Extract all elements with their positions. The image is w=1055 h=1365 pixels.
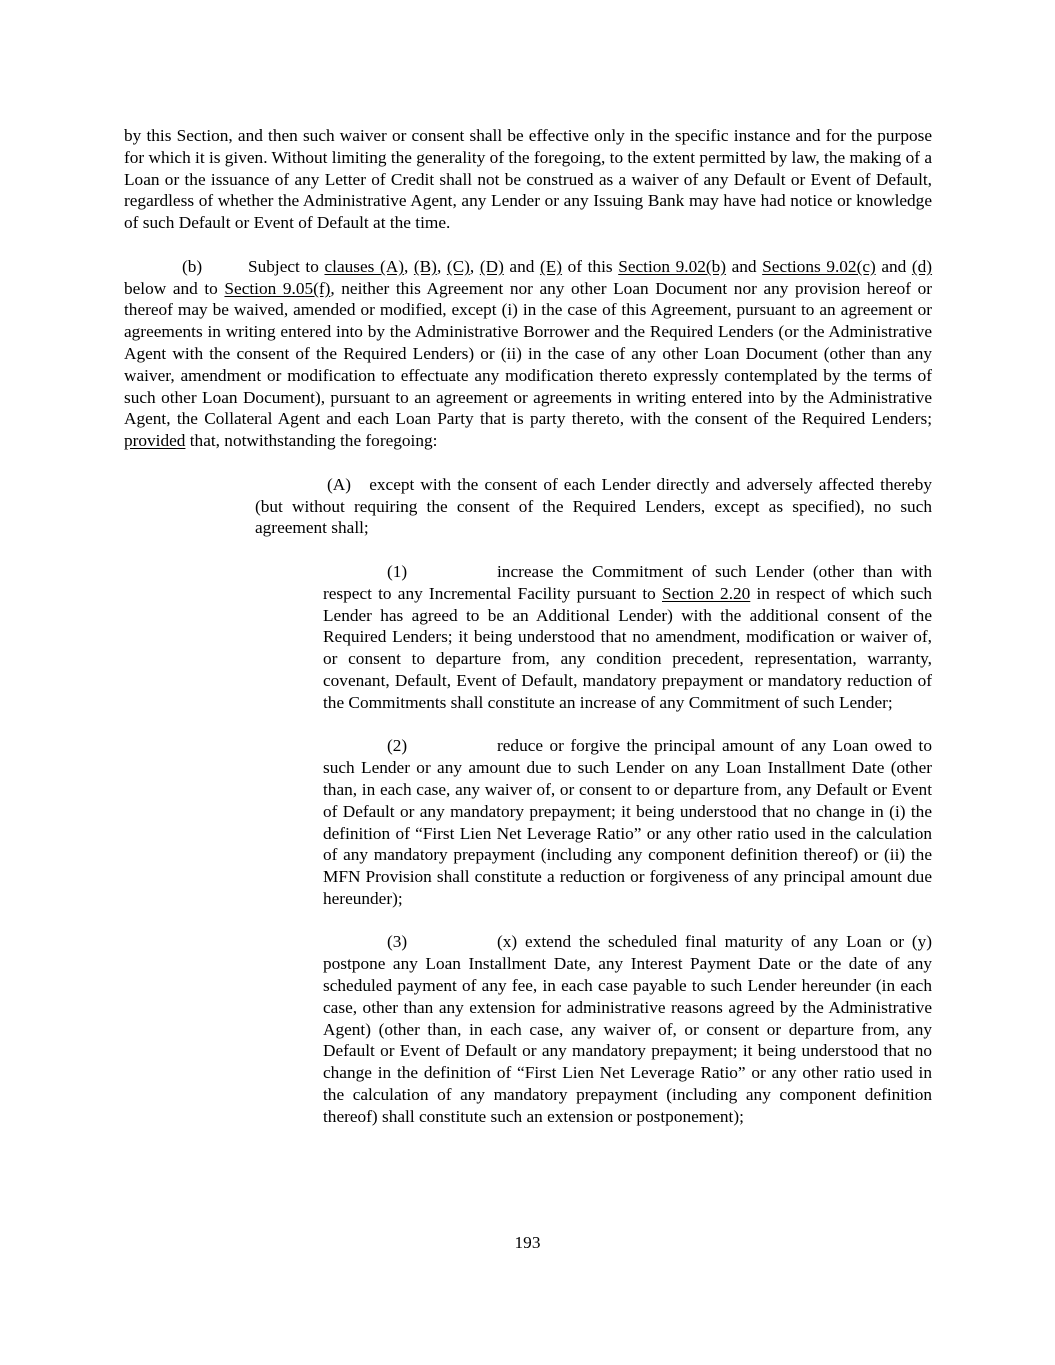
sub-clause-3-number: (3) <box>387 932 408 952</box>
ref-clause-b: (B) <box>413 256 437 276</box>
ref-provided: provided <box>124 431 186 451</box>
document-page <box>124 125 937 1149</box>
clause-a: (A) except with the consent of each Lender directly and adversely affected thereby (but without requiring the consent of the Required Lenders, except as specified), no such agreement shall; <box>255 474 937 538</box>
sub-clause-2: (2) reduce or forgive the principal amount of any Loan owed to such Lender or any amount due to such Lender on any Loan Installment Date (other than, in each case, any waiver of, or consent to or departure from, any Default or Event of Default or any mandatory prepayment; it being understood that no change in (i) the definition of “First Lien Net Leverage Ratio” or any other ratio used in the calculation of any mandatory prepayment (including any component definition thereof) or (ii) the MFN Provision shall constitute a reduction or forgiveness of any principal amount due hereunder); <box>323 736 932 908</box>
sub-clause-1: (1) increase the Commitment of such Lender (other than with respect to any Incremental Facility pursuant to Section 2.20 in respect of which such Lender has agreed to be an Additional Lender) with the additional consent of the Required Lenders; it being understood that no amendment, modification or waiver of, or consent to departure from, any condition precedent, representation, warranty, covenant, Default, Event of Default, mandatory prepayment or mandatory reduction of the Commitments shall constitute an increase of any Commitment of such Lender; <box>323 561 932 712</box>
ref-clause-d-lower: (d) <box>911 256 933 276</box>
ref-clause-d: (D) <box>479 256 504 276</box>
paragraph-b-label: (b) <box>182 256 203 276</box>
ref-clause-e: (E) <box>539 256 563 276</box>
sub-clause-2-number: (2) <box>387 736 408 756</box>
ref-sections-9-02-c: Sections 9.02(c) <box>762 256 876 276</box>
sub-clause-1-number: (1) <box>387 561 408 581</box>
paragraph-b: (b) Subject to clauses (A), (B), (C), (D) and (E) of this Section 9.02(b) and Sections 9.02(c) and (d) below and to Section 9.05(f), neither this Agreement nor any other Loan Document nor any provision hereof or thereof may be waived, amended or modified, except (i) in the case of this Agreement, pursuant to an agreement or agreements in writing entered into by the Administrative Borrower and the Required Lenders (or the Administrative Agent with the consent of the Required Lenders) or (ii) in the case of any other Loan Document (other than any waiver, amendment or modification to effectuate any modification thereto expressly contemplated by the terms of such other Loan Document), pursuant to an agreement or agreements in writing entered into by the Administrative Agent, the Collateral Agent and each Loan Party that is party thereto, with the consent of the Required Lenders; provided that, notwithstanding the foregoing: <box>124 256 933 451</box>
page-number: 193 <box>514 1233 541 1252</box>
ref-clauses-a: clauses (A) <box>324 256 404 276</box>
ref-section-9-02-b: Section 9.02(b) <box>618 256 727 276</box>
ref-section-9-05-f: Section 9.05(f) <box>224 278 331 298</box>
ref-clause-c: (C) <box>446 256 470 276</box>
ref-section-2-20: Section 2.20 <box>662 583 751 603</box>
paragraph-continuation: by this Section, and then such waiver or consent shall be effective only in the specific instance and for the purpose for which it is given. Without limiting the generality of the foregoing, to the extent permitted by law, the making of a Loan or the issuance of any Letter of Credit shall not be construed as a waiver of any Default or Event of Default, regardless of whether the Administrative Agent, any Lender or any Issuing Bank may have had notice or knowledge of such Default or Event of Default at the time. <box>124 126 932 233</box>
sub-clause-3: (3) (x) extend the scheduled final maturity of any Loan or (y) postpone any Loan Installment Date, any Interest Payment Date or the date of any scheduled payment of any fee, in each case payable to such Lender hereunder (in each case, other than any extension for administrative reasons agreed by the Administrative Agent) (other than, in each case, any waiver of, or consent or departure from, any Default or Event of Default or any mandatory prepayment; it being understood that no change in the definition of “First Lien Net Leverage Ratio” or any other ratio used in the calculation of any mandatory prepayment (including any component definition thereof) shall constitute such an extension or postponement); <box>323 932 932 1126</box>
